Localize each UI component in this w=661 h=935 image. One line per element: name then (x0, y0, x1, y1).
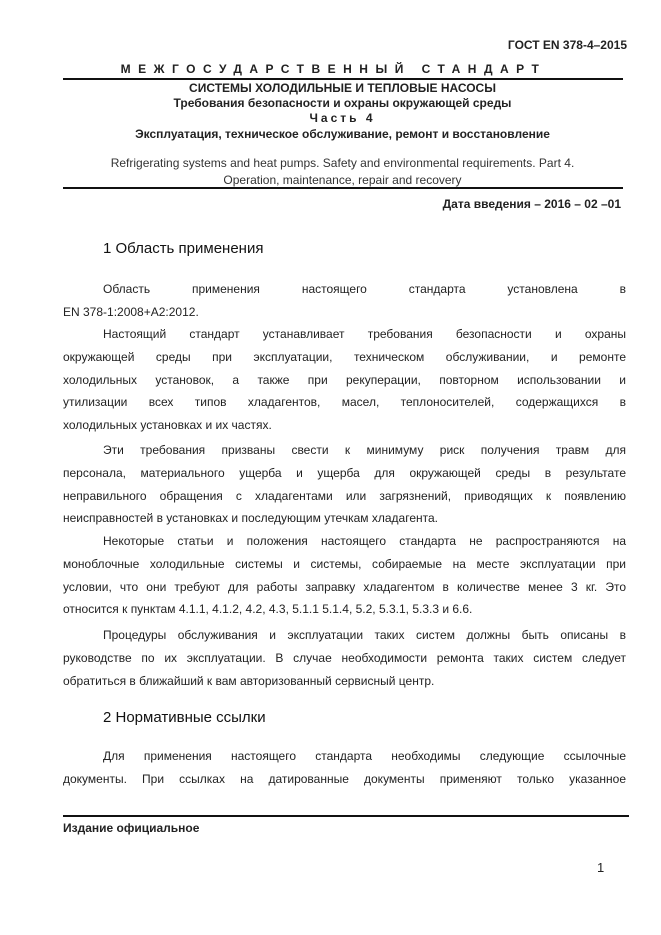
section-2-paragraph-1 (63, 745, 626, 791)
footer-rule (63, 815, 629, 817)
official-edition-label: Издание официальное (63, 821, 200, 835)
text-line: условии, что они требуют для работы заправку хладагентом в количестве менее 3 кг. Это (63, 579, 626, 594)
section-1-paragraph-5 (63, 624, 626, 692)
header-rule (63, 78, 623, 80)
standard-code: ГОСТ EN 378-4–2015 (507, 38, 627, 52)
text-line: Некоторые статьи и положения настоящего стандарта не распространяются на (103, 534, 626, 548)
section-1-paragraph-2 (63, 323, 626, 437)
interstate-standard-label: МЕЖГОСУДАРСТВЕННЫЙ СТАНДАРТ (120, 62, 547, 76)
text-line: персонала, материального ущерба и ущерба для окружающей среды в результате (63, 465, 626, 480)
title-part: Часть 4 (309, 111, 376, 125)
text-line: холодильных установках и их частях. (63, 418, 272, 433)
text-line: руководстве по их эксплуатации. В случае необходимости ремонта таких систем следует (63, 650, 626, 665)
introduction-date: Дата введения – 2016 – 02 –01 (442, 197, 621, 211)
english-title-line-2: Operation, maintenance, repair and recovery (223, 173, 462, 187)
text-line: неправильного обращения с хладагентами или загрязнений, приводящих к появлению (63, 488, 626, 503)
text-line: документы. При ссылках на датированные документы применяют только указанное (63, 771, 626, 786)
text-line: Область применения настоящего стандарта установлена в (103, 282, 626, 296)
text-line: Для применения настоящего стандарта необходимы следующие ссылочные (103, 749, 626, 763)
section-1-paragraph-3 (63, 439, 626, 530)
english-title-line-1: Refrigerating systems and heat pumps. Safety and environmental requirements. Part 4. (110, 156, 575, 170)
page-number: 1 (597, 860, 605, 875)
title-rule (63, 187, 623, 189)
text-line: EN 378-1:2008+A2:2012. (63, 304, 199, 319)
text-line: утилизации всех типов хладагентов, масел, теплоносителей, содержащихся в (63, 395, 626, 410)
text-line: неисправностей в установках и последующим утечкам хладагента. (63, 511, 438, 526)
text-line: моноблочные холодильные системы и системы, собираемые на месте эксплуатации при (63, 556, 626, 571)
text-line: Настоящий стандарт устанавливает требования безопасности и охраны (103, 327, 626, 341)
title-line-4: Эксплуатация, техническое обслуживание, ремонт и восстановление (135, 127, 550, 141)
text-line: относится к пунктам 4.1.1, 4.1.2, 4.2, 4.3, 5.1.1 5.1.4, 5.2, 5.3.1, 5.3.3 и 6.6. (63, 602, 473, 617)
text-line: Процедуры обслуживания и эксплуатации таких систем должны быть описаны в (103, 628, 626, 642)
section-2-heading: 2 Нормативные ссылки (103, 709, 266, 726)
title-line-1: СИСТЕМЫ ХОЛОДИЛЬНЫЕ И ТЕПЛОВЫЕ НАСОСЫ (189, 81, 496, 95)
section-1-heading: 1 Область применения (103, 240, 264, 257)
text-line: Эти требования призваны свести к минимуму риск получения травм для (103, 443, 626, 457)
text-line: окружающей среды при эксплуатации, техническом обслуживании, и ремонте (63, 349, 626, 364)
title-line-2: Требования безопасности и охраны окружающей среды (173, 96, 512, 110)
text-line: холодильных установок, а также при рекуперации, повторном использовании и (63, 372, 626, 387)
section-1-paragraph-4 (63, 530, 626, 621)
section-1-paragraph-1 (63, 278, 626, 324)
text-line: обратиться в ближайший к вам авторизованный сервисный центр. (63, 673, 435, 688)
